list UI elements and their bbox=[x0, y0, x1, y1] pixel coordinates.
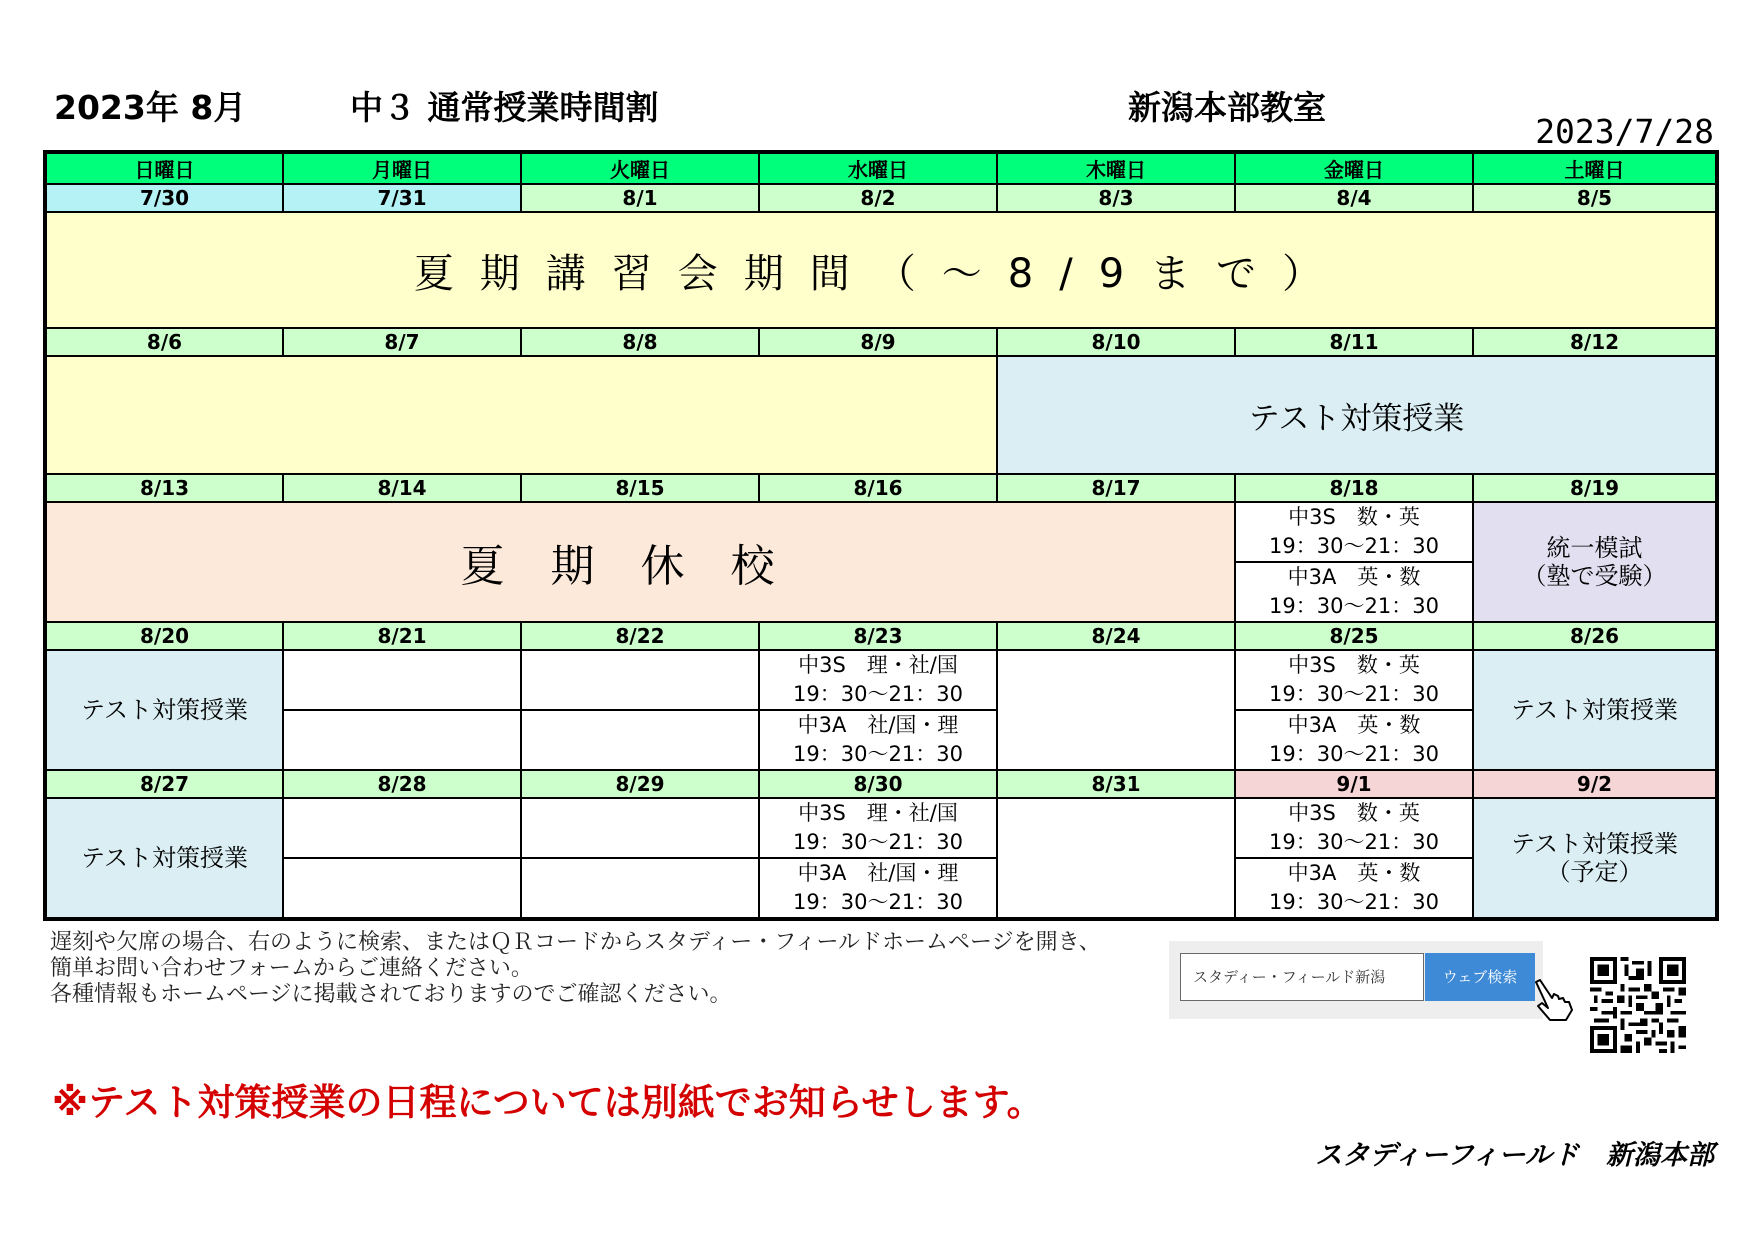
date-cell: 8/23 bbox=[759, 622, 997, 650]
week1-content-row bbox=[45, 212, 1717, 328]
class-slot-3s bbox=[759, 798, 997, 858]
week4-content-row-bottom bbox=[45, 710, 1717, 770]
note-line: 遅刻や欠席の場合、右のように検索、またはＱＲコードからスタディー・フィールドホームページを開き、 bbox=[50, 930, 1101, 955]
class-name: 中3S 理・社/国 bbox=[798, 801, 958, 825]
date-cell: 9/2 bbox=[1473, 770, 1717, 798]
class-name: 中3S 理・社/国 bbox=[798, 653, 958, 677]
note-line: 簡単お問い合わせフォームからご連絡ください。 bbox=[50, 956, 533, 981]
class-slot-3s bbox=[1235, 650, 1473, 710]
date-cell: 8/11 bbox=[1235, 328, 1473, 356]
empty-slot bbox=[521, 858, 759, 919]
weekday-sunday: 日曜日 bbox=[45, 152, 283, 184]
weekday-monday: 月曜日 bbox=[283, 152, 521, 184]
date-cell: 8/9 bbox=[759, 328, 997, 356]
class-time: 19：30〜21：30 bbox=[793, 830, 963, 854]
date-cell: 8/2 bbox=[759, 184, 997, 212]
weekday-tuesday: 火曜日 bbox=[521, 152, 759, 184]
class-name: 中3S 数・英 bbox=[1288, 801, 1420, 825]
date-cell: 8/14 bbox=[283, 474, 521, 502]
week4-date-row bbox=[45, 622, 1717, 650]
contact-notes bbox=[50, 930, 1101, 1008]
test-prep-notice: ※テスト対策授業の日程については別紙でお知らせします。 bbox=[52, 1081, 1044, 1124]
test-prep-block: テスト対策授業 bbox=[45, 650, 283, 770]
empty-slot bbox=[521, 710, 759, 770]
class-slot-3s bbox=[1235, 798, 1473, 858]
test-prep-block: テスト対策授業 bbox=[45, 798, 283, 919]
class-time: 19：30〜21：30 bbox=[1269, 830, 1439, 854]
week3-content-row-top bbox=[45, 502, 1717, 562]
footer-brand: スタディーフィールド 新潟本部 bbox=[1315, 1140, 1714, 1171]
empty-slot bbox=[521, 798, 759, 858]
weekday-wednesday: 水曜日 bbox=[759, 152, 997, 184]
date-cell: 8/15 bbox=[521, 474, 759, 502]
weekday-friday: 金曜日 bbox=[1235, 152, 1473, 184]
week2-content-row bbox=[45, 356, 1717, 474]
date-cell: 7/31 bbox=[283, 184, 521, 212]
date-cell: 8/22 bbox=[521, 622, 759, 650]
class-name: 中3A 英・数 bbox=[1287, 713, 1421, 737]
date-cell: 8/6 bbox=[45, 328, 283, 356]
issue-date: 2023/7/28 bbox=[1535, 112, 1714, 151]
date-cell: 7/30 bbox=[45, 184, 283, 212]
class-time: 19：30〜21：30 bbox=[793, 890, 963, 914]
empty-slot bbox=[283, 798, 521, 858]
week5-content-row-top bbox=[45, 798, 1717, 858]
mock-exam-note: （塾で受験） bbox=[1522, 562, 1667, 590]
date-cell: 8/8 bbox=[521, 328, 759, 356]
week4-content-row-top bbox=[45, 650, 1717, 710]
mock-exam-label: 統一模試 bbox=[1546, 534, 1643, 562]
class-slot-3s bbox=[1235, 502, 1473, 562]
date-cell: 8/4 bbox=[1235, 184, 1473, 212]
date-cell: 8/1 bbox=[521, 184, 759, 212]
date-cell: 8/7 bbox=[283, 328, 521, 356]
summer-course-banner: 夏期講習会期間（〜8/9まで） bbox=[45, 212, 1717, 328]
class-slot-3s bbox=[759, 650, 997, 710]
test-prep-block: テスト対策授業 bbox=[1473, 650, 1717, 770]
summer-holiday-block: 夏期休校 bbox=[45, 502, 1235, 622]
class-name: 中3S 数・英 bbox=[1288, 505, 1420, 529]
summer-course-block bbox=[45, 356, 997, 474]
web-search-button: ウェブ検索 bbox=[1425, 953, 1535, 1001]
week5-date-row bbox=[45, 770, 1717, 798]
test-prep-label: テスト対策授業 bbox=[1510, 830, 1679, 858]
date-cell: 8/10 bbox=[997, 328, 1235, 356]
weekday-saturday: 土曜日 bbox=[1473, 152, 1717, 184]
class-time: 19：30〜21：30 bbox=[793, 742, 963, 766]
class-slot-3a bbox=[1235, 858, 1473, 919]
schedule-table bbox=[43, 150, 1719, 921]
class-slot-3a bbox=[1235, 710, 1473, 770]
empty-slot bbox=[997, 798, 1235, 919]
date-cell: 8/24 bbox=[997, 622, 1235, 650]
date-cell: 8/20 bbox=[45, 622, 283, 650]
test-prep-tentative-block bbox=[1473, 798, 1717, 919]
empty-slot bbox=[521, 650, 759, 710]
date-cell: 8/13 bbox=[45, 474, 283, 502]
date-cell: 8/25 bbox=[1235, 622, 1473, 650]
school-name: 新潟本部教室 bbox=[1128, 88, 1326, 127]
weekday-header-row bbox=[45, 152, 1717, 184]
date-cell: 8/18 bbox=[1235, 474, 1473, 502]
date-cell: 8/12 bbox=[1473, 328, 1717, 356]
schedule-month: 2023年 8月 bbox=[54, 88, 247, 127]
schedule-title: 中３ 通常授業時間割 bbox=[350, 88, 659, 127]
class-slot-3a bbox=[759, 710, 997, 770]
date-cell: 9/1 bbox=[1235, 770, 1473, 798]
empty-slot bbox=[997, 650, 1235, 770]
test-prep-block: テスト対策授業 bbox=[997, 356, 1717, 474]
class-name: 中3A 社/国・理 bbox=[797, 861, 959, 885]
empty-slot bbox=[283, 858, 521, 919]
pointing-hand-icon bbox=[1528, 978, 1574, 1022]
week2-date-row bbox=[45, 328, 1717, 356]
class-time: 19：30〜21：30 bbox=[1269, 890, 1439, 914]
class-slot-3a bbox=[1235, 562, 1473, 622]
week3-date-row bbox=[45, 474, 1717, 502]
class-name: 中3S 数・英 bbox=[1288, 653, 1420, 677]
mock-exam-block bbox=[1473, 502, 1717, 622]
note-line: 各種情報もホームページに掲載されておりますのでご確認ください。 bbox=[50, 982, 732, 1007]
date-cell: 8/29 bbox=[521, 770, 759, 798]
class-name: 中3A 英・数 bbox=[1287, 565, 1421, 589]
date-cell: 8/16 bbox=[759, 474, 997, 502]
class-name: 中3A 英・数 bbox=[1287, 861, 1421, 885]
date-cell: 8/5 bbox=[1473, 184, 1717, 212]
date-cell: 8/27 bbox=[45, 770, 283, 798]
weekday-thursday: 木曜日 bbox=[997, 152, 1235, 184]
empty-slot bbox=[283, 710, 521, 770]
date-cell: 8/26 bbox=[1473, 622, 1717, 650]
empty-slot bbox=[283, 650, 521, 710]
class-time: 19：30〜21：30 bbox=[1269, 534, 1439, 558]
class-time: 19：30〜21：30 bbox=[793, 682, 963, 706]
date-cell: 8/17 bbox=[997, 474, 1235, 502]
date-cell: 8/21 bbox=[283, 622, 521, 650]
search-query-box: スタディー・フィールド新潟 bbox=[1180, 953, 1424, 1001]
date-cell: 8/19 bbox=[1473, 474, 1717, 502]
date-cell: 8/31 bbox=[997, 770, 1235, 798]
class-time: 19：30〜21：30 bbox=[1269, 742, 1439, 766]
search-illustration bbox=[1169, 941, 1543, 1019]
tentative-note: （予定） bbox=[1546, 858, 1643, 886]
qr-code-icon bbox=[1590, 957, 1686, 1053]
date-cell: 8/3 bbox=[997, 184, 1235, 212]
week1-date-row bbox=[45, 184, 1717, 212]
class-time: 19：30〜21：30 bbox=[1269, 594, 1439, 618]
date-cell: 8/28 bbox=[283, 770, 521, 798]
week5-content-row-bottom bbox=[45, 858, 1717, 919]
class-name: 中3A 社/国・理 bbox=[797, 713, 959, 737]
class-slot-3a bbox=[759, 858, 997, 919]
date-cell: 8/30 bbox=[759, 770, 997, 798]
class-time: 19：30〜21：30 bbox=[1269, 682, 1439, 706]
